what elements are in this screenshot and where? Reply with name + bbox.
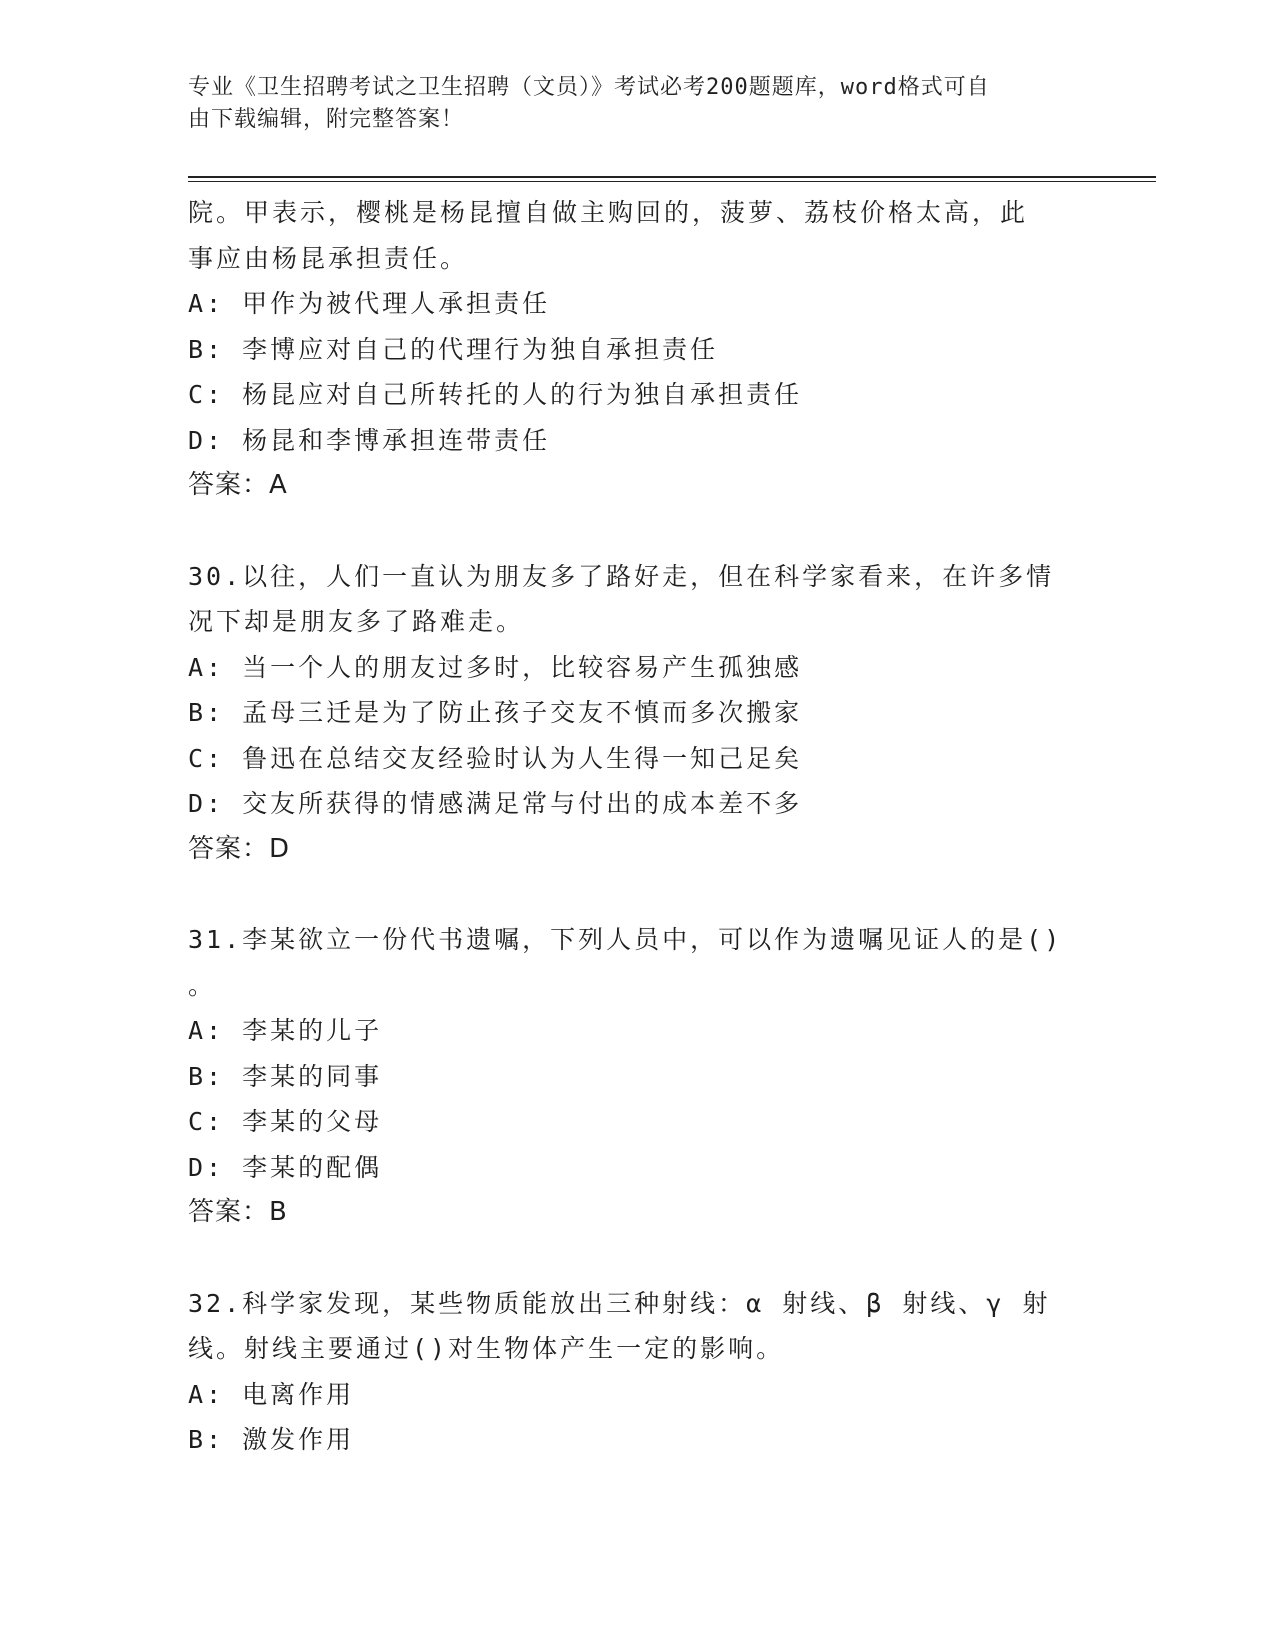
option-a: A: 李某的儿子	[188, 1016, 383, 1045]
header-title-line-2: 由下载编辑，附完整答案！	[188, 107, 465, 132]
option-a: A: 电离作用	[188, 1379, 355, 1409]
question-30	[188, 554, 1088, 873]
question-stem-line: 32.科学家发现，某些物质能放出三种射线：α 射线、β 射线、γ 射	[188, 1288, 1051, 1318]
question-stem-line: 事应由杨昆承担责任。	[188, 243, 469, 273]
option-b: B: 激发作用	[188, 1425, 355, 1454]
option-a: A: 甲作为被代理人承担责任	[188, 289, 551, 318]
page-header	[188, 72, 1068, 136]
question-32	[188, 1281, 1088, 1463]
question-content	[188, 190, 1088, 1463]
option-b: B: 李某的同事	[188, 1061, 383, 1091]
option-c: C: 杨昆应对自己所转托的人的行为独自承担责任	[188, 380, 803, 409]
spacer	[188, 872, 1088, 917]
header-title-line-1: 专业《卫生招聘考试之卫生招聘（文员）》考试必考200题题库，word格式可自	[188, 75, 990, 100]
option-d: D: 李某的配偶	[188, 1152, 383, 1182]
option-d: D: 交友所获得的情感满足常与付出的成本差不多	[188, 789, 803, 818]
question-29	[188, 190, 1088, 509]
option-b: B: 孟母三迁是为了防止孩子交友不慎而多次搬家	[188, 698, 803, 727]
spacer	[188, 509, 1088, 554]
question-stem-line: 。	[188, 970, 217, 1000]
question-stem-line: 况下却是朋友多了路难走。	[188, 607, 525, 636]
question-stem-line: 院。甲表示，樱桃是杨昆擅自做主购回的，菠萝、荔枝价格太高，此	[188, 198, 1029, 227]
spacer	[188, 1236, 1088, 1281]
option-b: B: 李博应对自己的代理行为独自承担责任	[188, 334, 719, 364]
option-c: C: 李某的父母	[188, 1107, 383, 1136]
option-d: D: 杨昆和李博承担连带责任	[188, 425, 551, 455]
answer-line: 答案：D	[188, 833, 291, 864]
question-stem-line: 31.李某欲立一份代书遗嘱，下列人员中，可以作为遗嘱见证人的是()	[188, 925, 1063, 954]
option-a: A: 当一个人的朋友过多时，比较容易产生孤独感	[188, 652, 803, 682]
answer-line: 答案：A	[188, 470, 288, 500]
header-divider	[188, 176, 1156, 182]
question-stem-line: 30.以往，人们一直认为朋友多了路好走，但在科学家看来，在许多情	[188, 561, 1055, 591]
option-c: C: 鲁迅在总结交友经验时认为人生得一知己足矣	[188, 743, 803, 773]
question-31	[188, 917, 1088, 1236]
answer-line: 答案：B	[188, 1197, 288, 1227]
question-stem-line: 线。射线主要通过()对生物体产生一定的影响。	[188, 1334, 785, 1363]
